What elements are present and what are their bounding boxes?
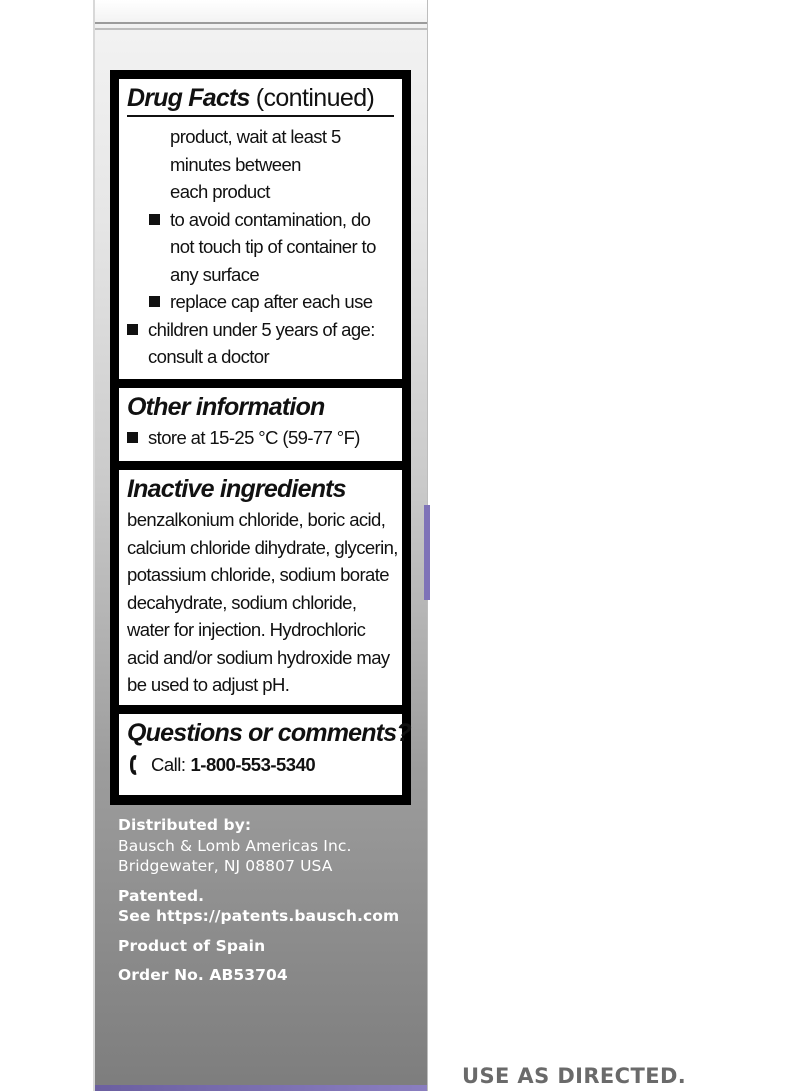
phone-icon	[129, 754, 145, 776]
drug-facts-frame	[110, 70, 411, 805]
drug-facts-title: Drug Facts	[127, 84, 250, 112]
ingredients-line: calcium chloride dihydrate, glycerin,	[127, 536, 398, 558]
bullet-square-icon	[127, 432, 138, 443]
box-top-edge	[95, 0, 427, 30]
distributed-by-label: Distributed by:	[118, 816, 252, 834]
drug-facts-suffix: (continued)	[255, 84, 375, 112]
bullet-square-icon	[127, 324, 138, 335]
patent-url[interactable]: See https://patents.bausch.com	[118, 907, 400, 925]
inactive-ingredients-heading: Inactive ingredients	[127, 475, 346, 503]
questions-heading: Questions or comments?	[127, 719, 411, 747]
distributor-company: Bausch & Lomb Americas Inc.	[118, 836, 352, 855]
bullet-children: children under 5 years of age: consult a doctor	[127, 316, 394, 371]
distributor-address: Bridgewater, NJ 08807 USA	[118, 857, 333, 875]
other-information-panel	[119, 388, 402, 461]
call-row	[127, 754, 394, 776]
ingredients-line: water for injection. Hydrochloric	[127, 619, 366, 640]
product-origin: Product of Spain	[118, 936, 266, 955]
continued-line: product, wait at least 5	[170, 126, 341, 147]
continued-line: each product	[170, 181, 270, 202]
purple-accent-tab	[424, 505, 430, 600]
bullet-square-icon	[149, 296, 160, 307]
distributor-block	[118, 815, 399, 986]
drug-facts-heading	[127, 79, 394, 113]
inactive-ingredients-panel	[119, 470, 402, 705]
questions-panel	[119, 714, 411, 795]
heading-rule	[127, 115, 394, 117]
ingredients-line: potassium chloride, sodium borate	[127, 564, 389, 585]
ingredients-line: benzalkonium chloride, boric acid,	[127, 509, 386, 530]
ingredients-line: acid and/or sodium hydroxide may	[127, 646, 390, 668]
continued-line: minutes between	[170, 153, 301, 175]
bullet-square-icon	[149, 214, 160, 225]
bullet-replace-cap: replace cap after each use	[127, 288, 394, 316]
drug-facts-continued-panel	[119, 79, 402, 379]
bullet-storage: store at 15-25 °C (59-77 °F)	[127, 424, 394, 452]
call-label: Call:	[151, 754, 186, 775]
order-number: Order No. AB53704	[118, 966, 288, 984]
phone-number[interactable]: 1-800-553-5340	[190, 754, 316, 775]
bullet-contamination: to avoid contamination, do not touch tip of container to any surface	[127, 206, 394, 289]
use-as-directed-text: USE AS DIRECTED.	[462, 1064, 687, 1088]
other-information-heading: Other information	[127, 393, 325, 421]
patented-label: Patented.	[118, 886, 205, 905]
box-bottom-edge	[95, 1085, 427, 1091]
ingredients-line: be used to adjust pH.	[127, 674, 290, 695]
ingredients-line: decahydrate, sodium chloride,	[127, 591, 357, 613]
